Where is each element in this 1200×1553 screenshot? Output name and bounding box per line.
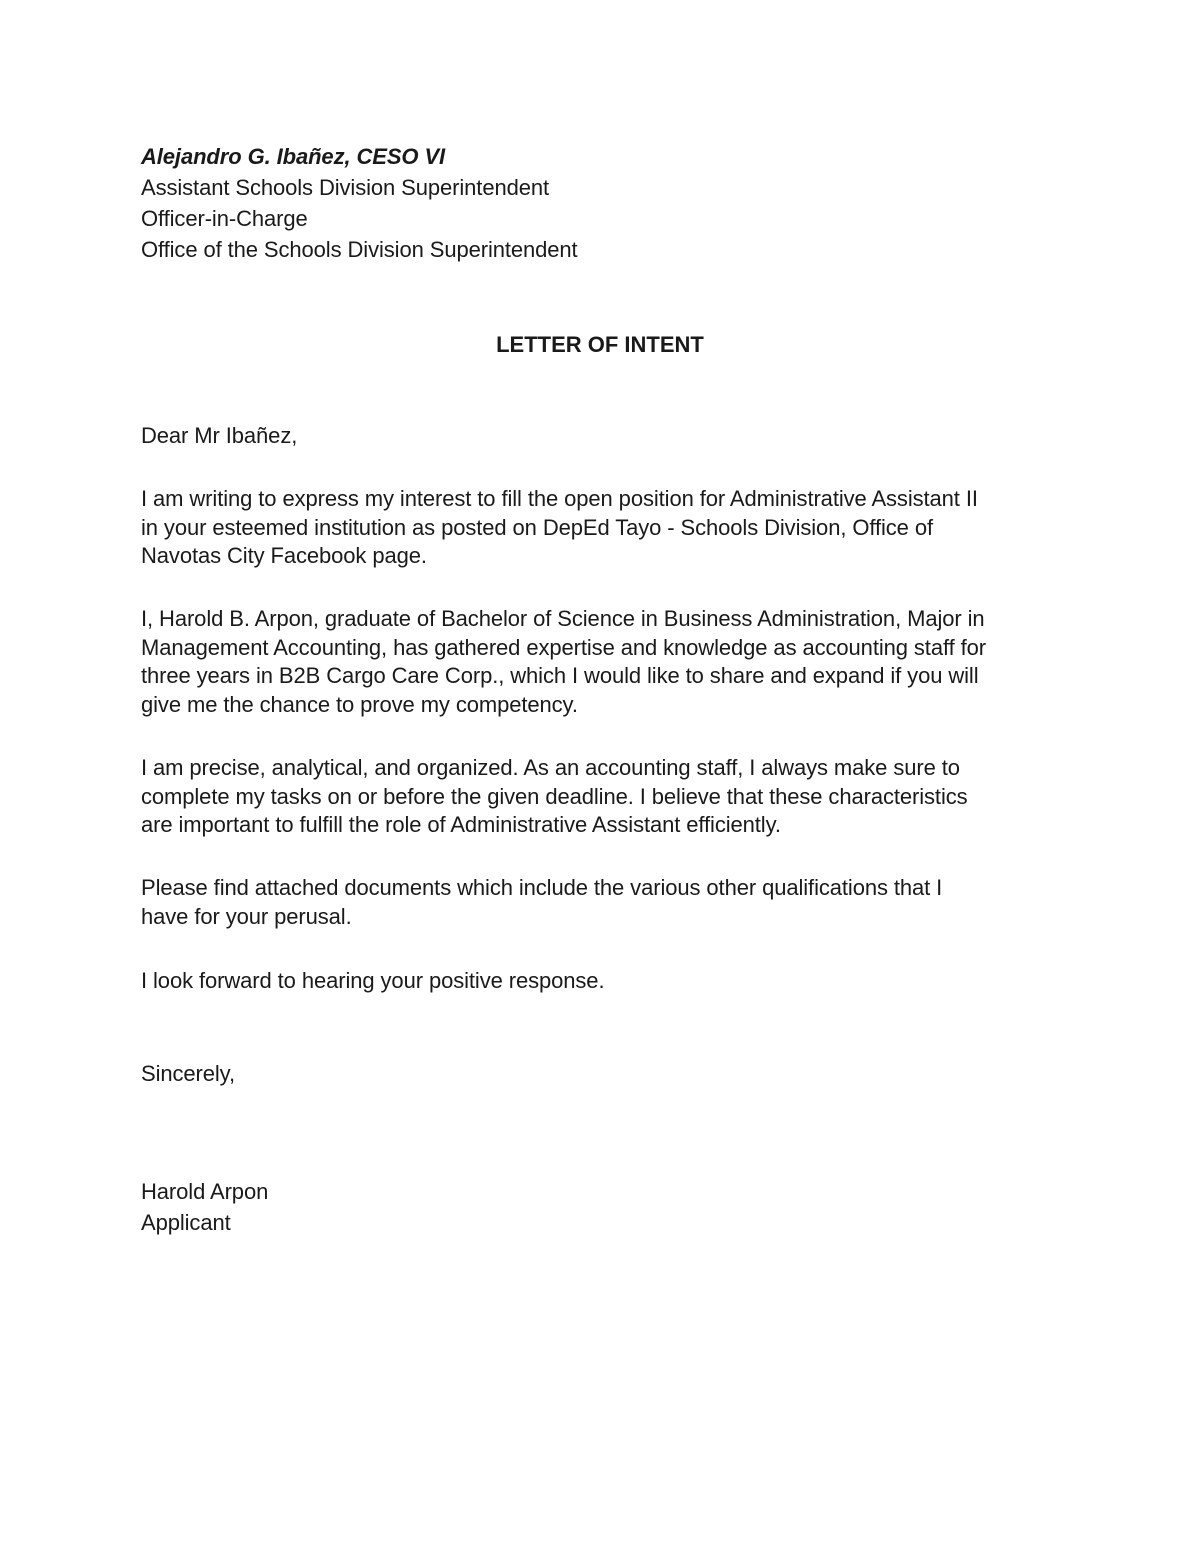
signature-block: [141, 1176, 1071, 1238]
recipient-name: Alejandro G. Ibañez, CESO VI: [141, 144, 446, 169]
signatory-role: Applicant: [141, 1210, 231, 1235]
recipient-designation: Officer-in-Charge: [141, 206, 308, 231]
paragraph-line: Management Accounting, has gathered expertise and knowledge as accounting staff for: [141, 634, 986, 660]
closing-text: Sincerely,: [141, 1061, 235, 1086]
paragraph-line: Navotas City Facebook page.: [141, 543, 427, 568]
closing: [141, 1058, 1071, 1089]
recipient-office: Office of the Schools Division Superintendent: [141, 237, 578, 262]
recipient-block: [141, 141, 1071, 265]
paragraph-5: [141, 967, 1071, 996]
salutation-text: Dear Mr Ibañez,: [141, 423, 298, 448]
paragraph-line: I, Harold B. Arpon, graduate of Bachelor of Science in Business Administration, Major in: [141, 606, 985, 631]
paragraph-3: [141, 754, 1071, 840]
signatory-name: Harold Arpon: [141, 1179, 269, 1204]
paragraph-line: I look forward to hearing your positive response.: [141, 968, 605, 993]
salutation: [141, 420, 1071, 451]
paragraph-line: three years in B2B Cargo Care Corp., which I would like to share and expand if you will: [141, 663, 979, 688]
paragraph-1: [141, 485, 1071, 571]
paragraph-line: are important to fulfill the role of Administrative Assistant efficiently.: [141, 812, 781, 837]
recipient-position: Assistant Schools Division Superintendent: [141, 175, 550, 200]
paragraph-line: I am precise, analytical, and organized. As an accounting staff, I always make sure to: [141, 755, 960, 780]
paragraph-line: give me the chance to prove my competency.: [141, 691, 578, 717]
paragraph-line: have for your perusal.: [141, 903, 352, 929]
paragraph-2: [141, 605, 1071, 719]
paragraph-line: complete my tasks on or before the given deadline. I believe that these characteristics: [141, 783, 968, 809]
paragraph-line: Please find attached documents which include the various other qualifications that I: [141, 875, 943, 900]
paragraph-line: in your esteemed institution as posted on DepEd Tayo - Schools Division, Office of: [141, 514, 933, 540]
letter-title: LETTER OF INTENT: [496, 332, 704, 357]
paragraph-line: I am writing to express my interest to fill the open position for Administrative Assistant II: [141, 486, 978, 511]
paragraph-4: [141, 874, 1071, 931]
